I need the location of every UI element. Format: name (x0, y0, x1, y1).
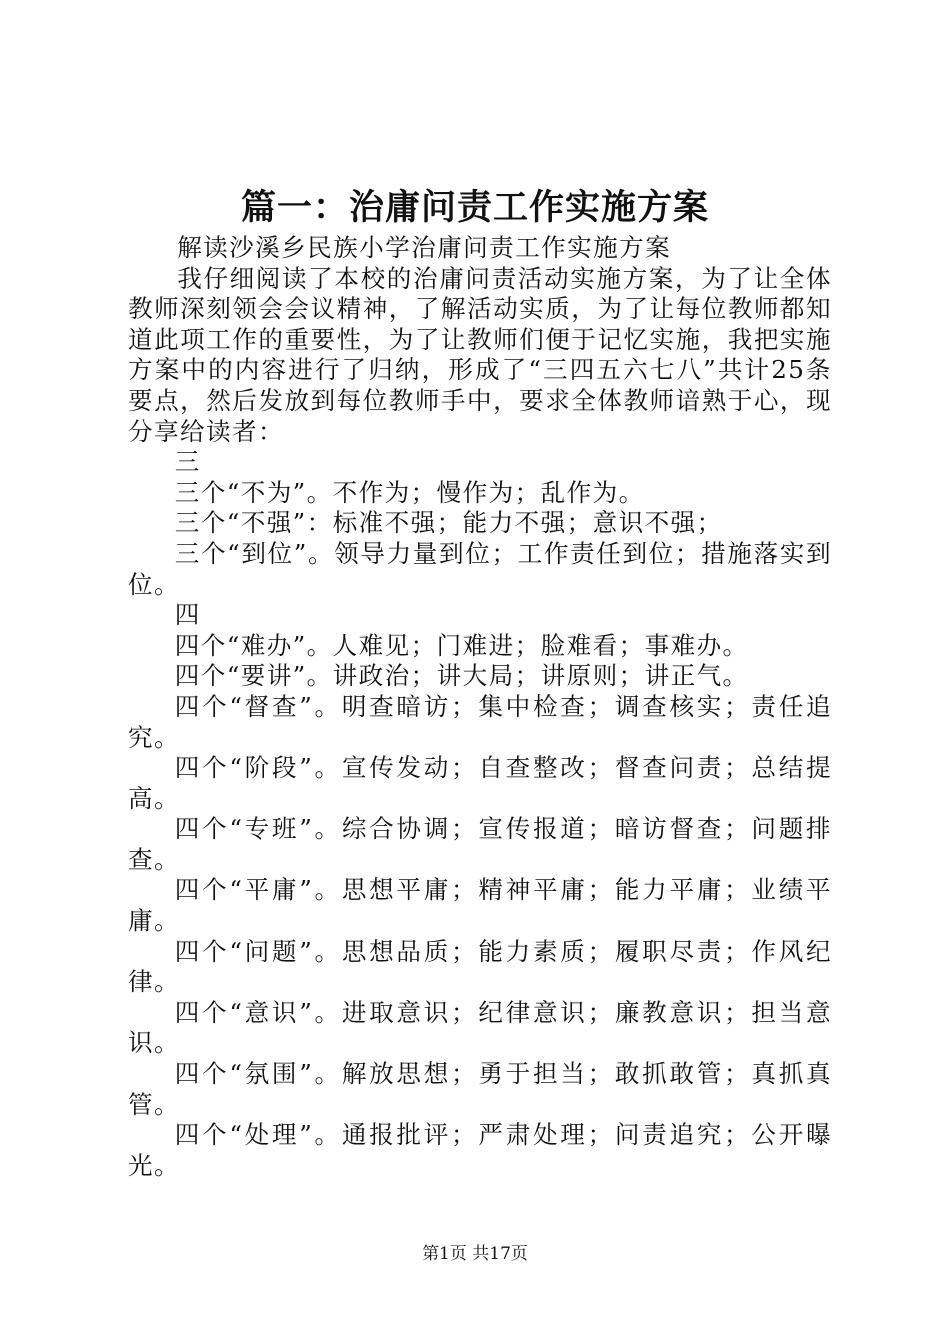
page-number-footer: 第1页 共17页 (422, 1244, 528, 1264)
list-item: 三个“不为”。不作为；慢作为；乱作为。 (174, 477, 645, 507)
document-body (128, 233, 832, 1181)
document-title: 篇一：治庸问责工作实施方案 (240, 187, 709, 228)
list-item: 四个“要讲”。讲政治；讲大局；讲原则；讲正气。 (174, 661, 749, 691)
list-item: 四个“氛围”。解放思想；勇于担当；敢抓敢管；真抓真管。 (128, 1059, 832, 1119)
list-item: 四个“问题”。思想品质；能力素质；履职尽责；作风纪律。 (128, 936, 832, 997)
list-item: 三个“不强”：标准不强；能力不强；意识不强； (174, 508, 723, 538)
list-item: 三个“到位”。领导力量到位；工作责任到位；措施落实到位。 (128, 538, 832, 599)
list-item: 四个“督查”。明查暗访；集中检查；调查核实；责任追究。 (128, 691, 832, 752)
paragraph-intro: 我仔细阅读了本校的治庸问责活动实施方案，为了让全体教师深刻领会会议精神，了解活动实质，为了让每位教师都知道此项工作的重要性，为了让教师们便于记忆实施，我把实施方案中的内容进行了归纳，形成了“三四五六七八”共计25条要点，然后发放到每位教师手中，要求全体教师谙熟于心，现分享给读者： (128, 263, 832, 446)
list-item: 四个“平庸”。思想平庸；精神平庸；能力平庸；业绩平庸。 (128, 875, 832, 936)
list-item: 四个“阶段”。宣传发动；自查整改；督查问责；总结提高。 (128, 753, 832, 813)
paragraph-subtitle: 解读沙溪乡民族小学治庸问责工作实施方案 (177, 233, 672, 262)
list-item: 四个“处理”。通报批评；严肃处理；问责追究；公开曝光。 (128, 1120, 832, 1180)
section-heading-four: 四 (174, 600, 201, 630)
list-item: 四个“意识”。进取意识；纪律意识；廉教意识；担当意识。 (128, 997, 832, 1058)
list-item: 四个“专班”。综合协调；宣传报道；暗访督查；问题排查。 (128, 814, 832, 874)
list-item: 四个“难办”。人难见；门难进；脸难看；事难办。 (174, 630, 749, 660)
section-heading-three: 三 (174, 447, 201, 477)
